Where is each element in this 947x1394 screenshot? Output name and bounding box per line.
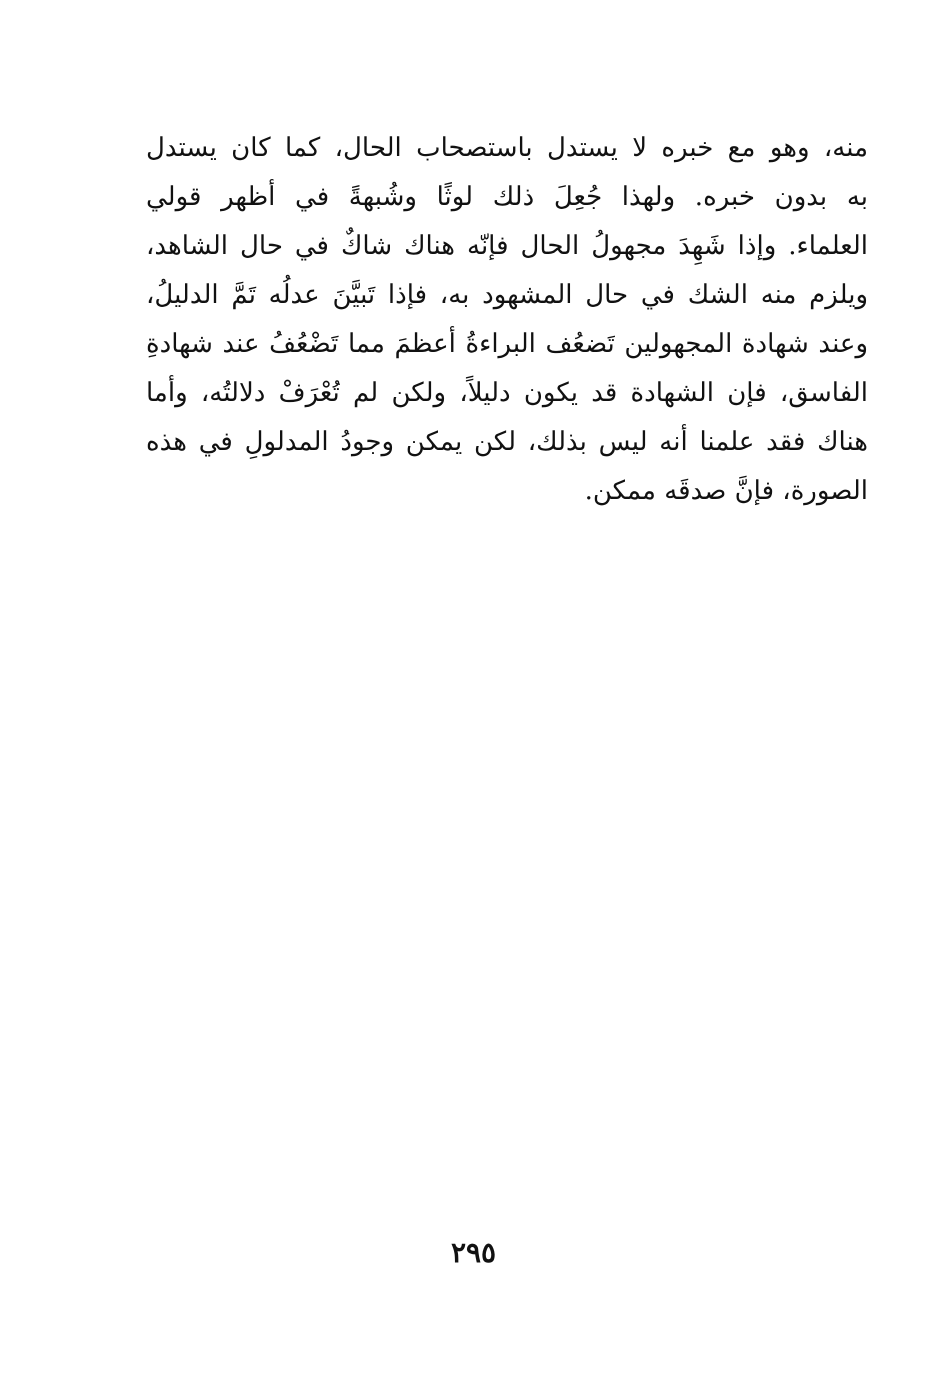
text-line-3: العلماء. وإذا شَهِدَ مجهولُ الحال فإنّه هناك شاكٌ في حال الشاهد، <box>146 231 868 261</box>
text-line-7: هناك فقد علمنا أنه ليس بذلك، لكن يمكن وجودُ المدلولِ في هذه <box>146 427 868 457</box>
body-text <box>146 124 868 516</box>
text-line-5: وعند شهادة المجهولين تَضعُف البراءةُ أعظمَ مما تَضْعُفُ عند شهادةِ <box>146 329 868 359</box>
text-line-4: ويلزم منه الشك في حال المشهود به، فإذا تَبيَّنَ عدلُه تَمَّ الدليلُ، <box>146 280 868 310</box>
text-line-6: الفاسق، فإن الشهادة قد يكون دليلاً، ولكن لم تُعْرَفْ دلالتُه، وأما <box>146 378 868 408</box>
page-number: ٢٩٥ <box>450 1236 497 1269</box>
text-line-8: الصورة، فإنَّ صدقَه ممكن. <box>584 476 868 506</box>
text-line-1: منه، وهو مع خبره لا يستدل باستصحاب الحال، كما كان يستدل <box>146 133 868 163</box>
text-line-2: به بدون خبره. ولهذا جُعِلَ ذلك لوثًا وشُبهةً في أظهر قولي <box>146 182 868 212</box>
